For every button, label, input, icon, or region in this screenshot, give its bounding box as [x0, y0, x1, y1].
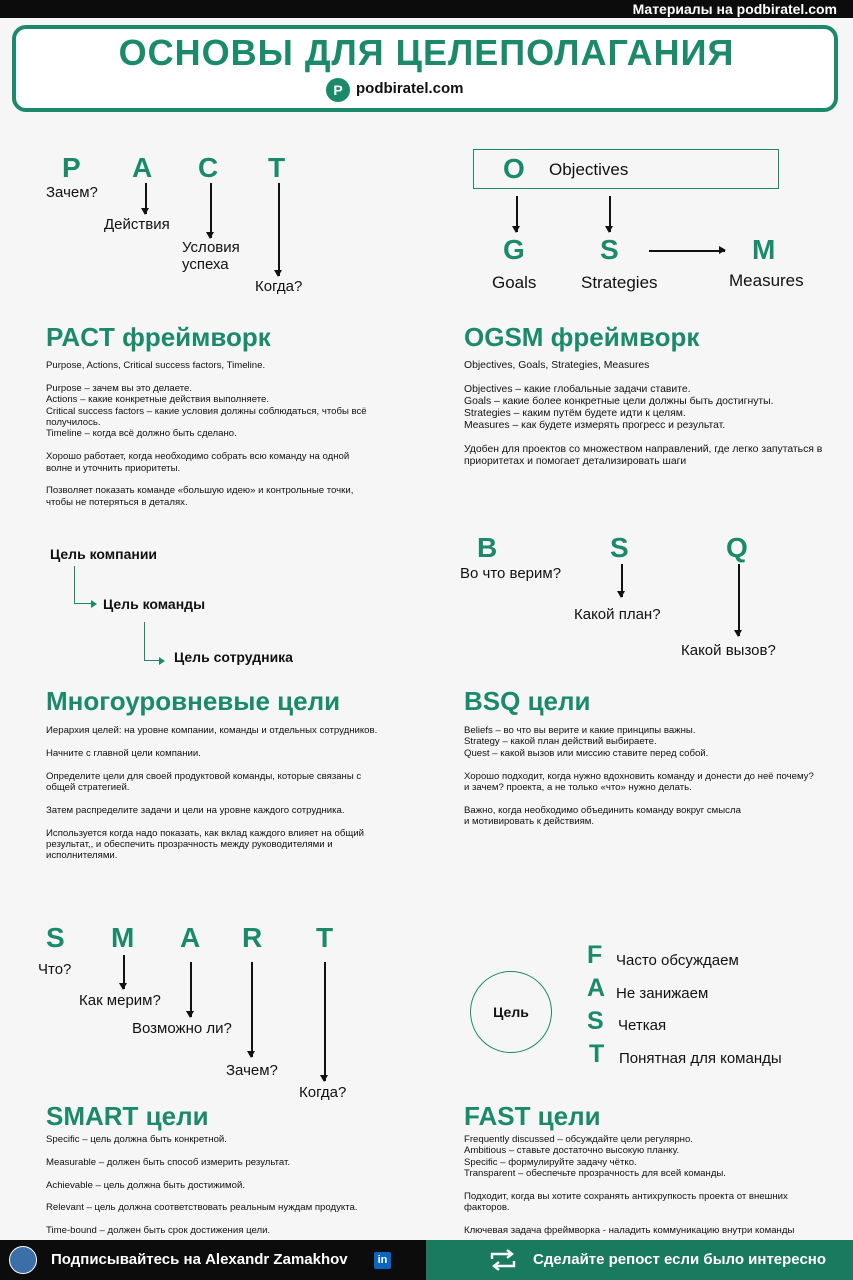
- ogsm-arrow-g: [516, 196, 518, 232]
- fast-letter-a: A: [587, 974, 606, 1002]
- ogsm-title: OGSM фреймворк: [464, 322, 700, 352]
- smart-title: SMART цели: [46, 1101, 209, 1131]
- ogsm-label-goals: Goals: [492, 273, 537, 292]
- smart-letter-s: S: [46, 922, 65, 953]
- fast-goal-circle: Цель: [470, 971, 552, 1053]
- smart-letter-m: M: [111, 922, 135, 953]
- linkedin-icon[interactable]: in: [374, 1252, 391, 1269]
- fast-label-specific: Четкая: [618, 1017, 667, 1034]
- bsq-title: BSQ цели: [464, 686, 591, 716]
- ogsm-letter-g: G: [503, 234, 525, 265]
- pact-label-when: Когда?: [255, 278, 303, 295]
- smart-label-why: Зачем?: [226, 1062, 278, 1079]
- page-title: ОСНОВЫ ДЛЯ ЦЕЛЕПОЛАГАНИЯ: [118, 32, 735, 73]
- pact-label-conditions: Условия успеха: [182, 239, 240, 273]
- pact-body: Purpose, Actions, Critical success factors, Timeline. Purpose – зачем вы это делаете. Actions – какие конкретные действия выполняете. Critical success factors – какие условия должны соблюдаться, чтобы всё получилось. Timeline – когда всё должно быть сделано. Хорошо работает, когда необходимо собрать всю команду на одной волне и уточнить приоритеты. Позволяет показать команде «большую идею» и контрольные точки, чтобы не потеряться в деталях.: [46, 360, 367, 508]
- ogsm-label-objectives: Objectives: [549, 160, 629, 179]
- multi-connector-2: [144, 622, 159, 661]
- multi-title: Многоуровневые цели: [46, 686, 341, 716]
- pact-letter-t: T: [268, 152, 286, 183]
- fast-body: Frequently discussed – обсуждайте цели регулярно. Ambitious – ставьте достаточно высокую планку. Specific – формулируйте задачу чётко. Transparent – обеспечьте прозрачность для всей команды. Подходит, когда вы хотите сохранять антихрупкость проекта от внешних факторов. Ключевая задача фреймворка - наладить коммуникацию внутри команды: [464, 1134, 795, 1237]
- smart-arrow-r: [251, 962, 253, 1057]
- ogsm-body: Objectives, Goals, Strategies, Measures Objectives – какие глобальные задачи ставите. Goals – какие более конкретные цели должны быть достигнуты. Strategies – каким путём будете идти к целям. Measures – как будете измерять прогресс и результат. Удобен для проектов со множеством направлений, где легко запутаться в приоритетах и помогает детализировать шаги: [464, 360, 823, 467]
- bsq-label-plan: Какой план?: [574, 606, 661, 623]
- top-bar-text: Материалы на podbiratel.com: [632, 1, 837, 17]
- ogsm-label-strategies: Strategies: [581, 273, 658, 292]
- fast-label-ambitious: Не занижаем: [616, 985, 709, 1002]
- fast-letter-s: S: [587, 1007, 604, 1035]
- fast-title: FAST цели: [464, 1101, 601, 1131]
- bsq-label-belief: Во что верим?: [460, 565, 562, 582]
- ogsm-arrow-s: [609, 196, 611, 232]
- multi-connector-1: [74, 566, 91, 604]
- pact-letter-a: A: [132, 152, 153, 183]
- ogsm-letter-o: O: [503, 153, 525, 184]
- multi-level-company: Цель компании: [50, 546, 158, 562]
- ogsm-arrow-m: [649, 250, 725, 252]
- smart-label-possible: Возможно ли?: [132, 1020, 232, 1037]
- bsq-arrow-s: [621, 564, 623, 597]
- bsq-letter-b: B: [477, 532, 498, 563]
- fast-letter-f: F: [587, 941, 603, 969]
- top-bar: [0, 0, 853, 18]
- smart-label-when: Когда?: [299, 1084, 347, 1101]
- smart-letter-a: A: [180, 922, 201, 953]
- pact-letter-p: P: [62, 152, 81, 183]
- smart-label-measure: Как мерим?: [79, 992, 161, 1009]
- smart-body: Specific – цель должна быть конкретной. Measurable – должен быть способ измерить результат. Achievable – цель должна быть достижимой. Relevant – цель должна соответствовать реальным нуждам продукта. Time-bound – должен быть срок достижения цели.: [46, 1134, 358, 1237]
- pact-arrow-a: [145, 183, 147, 214]
- fast-label-frequent: Часто обсуждаем: [616, 952, 739, 969]
- repost-icon: [488, 1247, 518, 1273]
- footer-subscribe-text: Подписывайтесь на Alexandr Zamakhov: [51, 1251, 348, 1268]
- site-name: podbiratel.com: [356, 80, 464, 97]
- smart-arrow-m: [123, 955, 125, 989]
- pact-arrow-c: [210, 183, 212, 238]
- fast-letter-t: T: [589, 1040, 605, 1068]
- fast-label-transparent: Понятная для команды: [619, 1050, 782, 1067]
- logo-icon: P: [326, 78, 350, 102]
- smart-letter-t: T: [316, 922, 334, 953]
- pact-label-why: Зачем?: [46, 184, 98, 201]
- multi-body: Иерархия целей: на уровне компании, команды и отдельных сотрудников. Начните с главной цели компании. Определите цели для своей продуктовой команды, которые связаны с общей стратегией. Затем распределите задачи и цели на уровне каждого сотрудника. Используется когда надо показать, как вклад каждого влияет на общий результат,, и обеспечить прозрачность между руководителями и исполнителями.: [46, 725, 378, 862]
- bsq-label-challenge: Какой вызов?: [681, 642, 776, 659]
- bsq-letter-s: S: [610, 532, 629, 563]
- smart-arrow-a: [190, 962, 192, 1017]
- ogsm-letter-s: S: [600, 234, 619, 265]
- pact-arrow-t: [278, 183, 280, 276]
- smart-letter-r: R: [242, 922, 263, 953]
- bsq-arrow-q: [738, 564, 740, 636]
- ogsm-letter-m: M: [752, 234, 776, 265]
- bsq-letter-q: Q: [726, 532, 748, 563]
- pact-label-actions: Действия: [104, 216, 170, 233]
- smart-arrow-t: [324, 962, 326, 1081]
- smart-label-what: Что?: [38, 961, 72, 978]
- pact-title: PACT фреймворк: [46, 322, 271, 352]
- multi-level-team: Цель команды: [103, 596, 206, 612]
- pact-letter-c: C: [198, 152, 219, 183]
- ogsm-label-measures: Measures: [729, 271, 804, 290]
- multi-level-employee: Цель сотрудника: [174, 649, 293, 665]
- bsq-body: Beliefs – во что вы верите и какие принципы важны. Strategy – какой план действий выбираете. Quest – какой вызов или миссию ставите перед собой. Хорошо подходит, когда нужно вдохновить команду и донести до неё почему? и зачем? проекта, а не только «что» нужно делать. Важно, когда необходимо объединить команду вокруг смысла и мотивировать к действиям.: [464, 725, 814, 828]
- footer-repost-text: Сделайте репост если было интересно: [533, 1251, 827, 1268]
- avatar: [9, 1246, 37, 1274]
